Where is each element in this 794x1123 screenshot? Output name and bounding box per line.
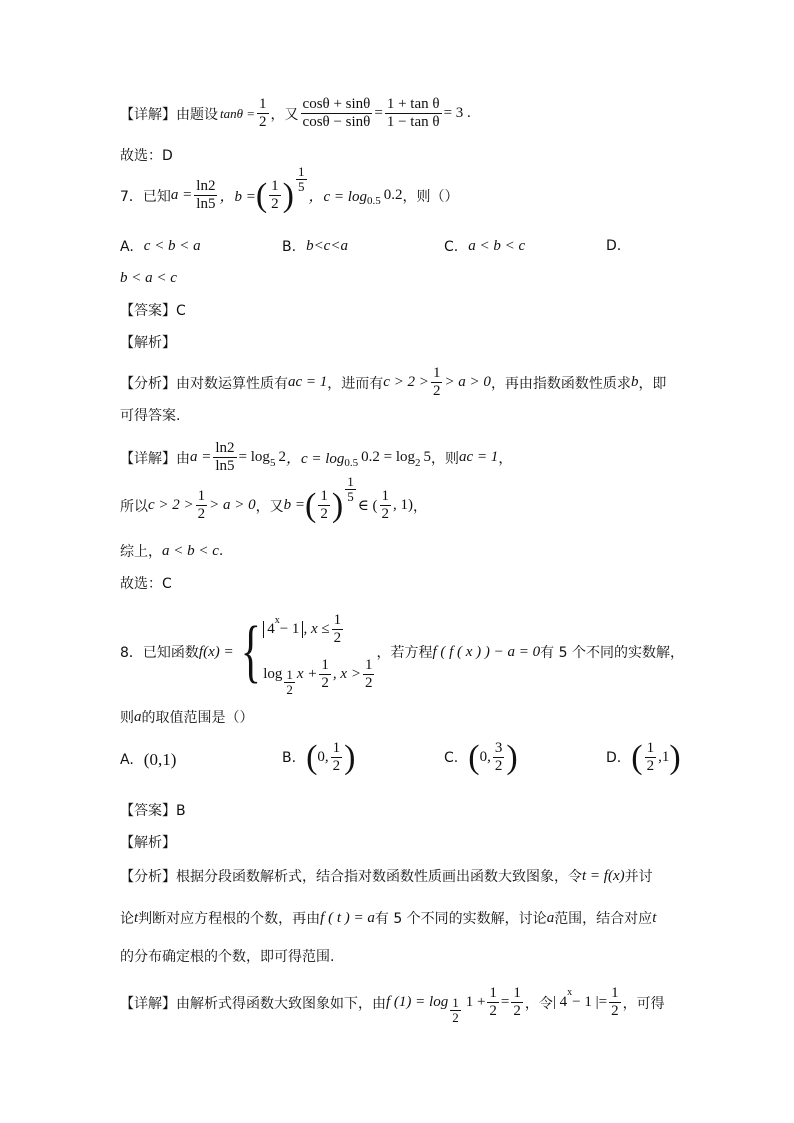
q8-answer: 【答案】B [120,803,186,819]
q8-stem: 8．已知函数 f(x) = { $4^x- 1$ , x ≤ $\frac{1}{2}$ log $\frac{1}{2}$ x + $\frac{1}{2}$ , x > $\frac{1}{2}$ ，若方程 f ( f ( x ) ) − a = 0 有 5 个不同的实数解， [120,612,684,697]
detail-text: 由题设 [176,106,218,123]
q8-fenxi-line1: 【分析】 根据分段函数解析式，结合指对数函数性质画出函数大致图象，令 t = f(x) 并讨 [120,867,653,885]
half-fraction: $\frac{1}{2}$ [259,96,267,130]
q8-detail-line: 【详解】 由解析式得函数大致图象如下，由 f (1) = log $\frac{1}{2}$ 1 + $\frac{1}{2}$ = $\frac{1}{2}$ ，令 | 4 x − 1 |= $\frac{1}{2}$ ，可得 [120,985,665,1025]
q7-option-b: B. b<c<a [282,238,348,255]
q8-option-c: C. ( 0, $\frac{3}{2}$ ) [444,738,518,776]
lhs-fraction: $\frac{\cos\theta + \sin\theta}{\cos\theta - \sin\theta}$ [302,96,371,130]
q7-option-d-text: b < a < c [120,270,177,286]
c-expr: ，c = log [308,189,367,205]
q7-stem: 7．已知 a = $\frac{\ln 2}{\ln 5}$ ，b = ( $\frac{1}{2}$ ) $\frac{1}{5}$ ，c = log 0.5 0.2 ，则（） [120,164,459,214]
result: = 3 . [443,105,471,121]
q7-summary: 综上， a < b < c . [120,542,224,560]
a-expr: a = [170,187,193,203]
rhs-fraction: $\frac{\text{1 + tan θ}}{\text{1 − tan θ}}$ [386,96,440,130]
q8-analysis-label: 【解析】 [120,835,176,851]
q7-analysis-label: 【解析】 [120,335,176,351]
sep-text: ，又 [270,106,299,123]
q7-option-a: A. c < b < a [120,238,201,255]
q7-prefix: 7．已知 [120,188,171,205]
c-base: 0.5 [366,194,381,207]
q7-suffix: ，则（） [402,188,459,205]
q7-answer: 【答案】C [120,303,186,319]
q7-option-c: C. a < b < c [444,238,526,255]
q7-fenxi-line: 【分析】 由对数运算性质有 ac = 1 ，进而有 c > 2 > $\frac{1}{2}$ > a > 0 ，再由指数函数性质求 b ，即 [120,365,667,399]
q7-detail-line: 【详解】 由 a = $\frac{\ln 2}{\ln 5}$ = log 5 2 ，c = log 0.5 0.2 = log 2 5 ，则 ac = 1 ， [120,440,513,474]
q7-final: 故选：C [120,576,172,592]
q8-fenxi-line2: 论 t 判断对应方程根的个数，再由 f ( t ) = a 有 5 个不同的实数解，讨论 a 范围，结合对应 t [120,909,657,927]
q7-option-d: D. [606,238,622,254]
piecewise-brace: { [240,613,261,690]
q6-detail-line: 【详解】 由题设 tanθ = $\frac{1}{2}$ ，又 $\frac{\cos\theta + \sin\theta}{\cos\theta - \sin\theta}$ = $\frac{\text{1 + tan θ}}{\text{1 − tan θ}}$ = 3 . [120,96,471,130]
a-fraction: $\frac{\ln 2}{\ln 5}$ [196,178,216,212]
b-exponent: $\frac{1}{5}$ [298,164,305,194]
piecewise-cases: $4^x- 1$ , x ≤ $\frac{1}{2}$ log $\frac{1}{2}$ x + $\frac{1}{2}$ , x > $\frac{1}{2}$ [263,612,373,697]
detail-label: 【详解】 [120,106,176,123]
q6-answer: 故选：D [120,148,173,164]
tan-expr: tanθ = [220,105,256,121]
b-inner-fraction: $\frac{1}{2}$ [271,178,279,212]
b-expr: ，b = [219,189,256,205]
q7-fenxi-line2: 可得答案. [120,408,181,424]
q8-option-a: A. (0,1) [120,750,177,769]
q8-line2: 则 a 的取值范围是（） [120,708,254,726]
q8-fenxi-line3: 的分布确定根的个数，即可得范围. [120,949,335,965]
q7-so-line: 所以 c > 2 > $\frac{1}{2}$ > a > 0 ，又 b = ( $\frac{1}{2}$ ) $\frac{1}{5}$ ∈ ( $\frac{1}{2}$ , 1) ， [120,474,428,524]
q8-option-d: D. ( $\frac{1}{2}$ ,1 ) [606,738,681,776]
q8-option-b: B. ( 0, $\frac{1}{2}$ ) [282,738,356,776]
c-arg: 0.2 [383,187,403,203]
